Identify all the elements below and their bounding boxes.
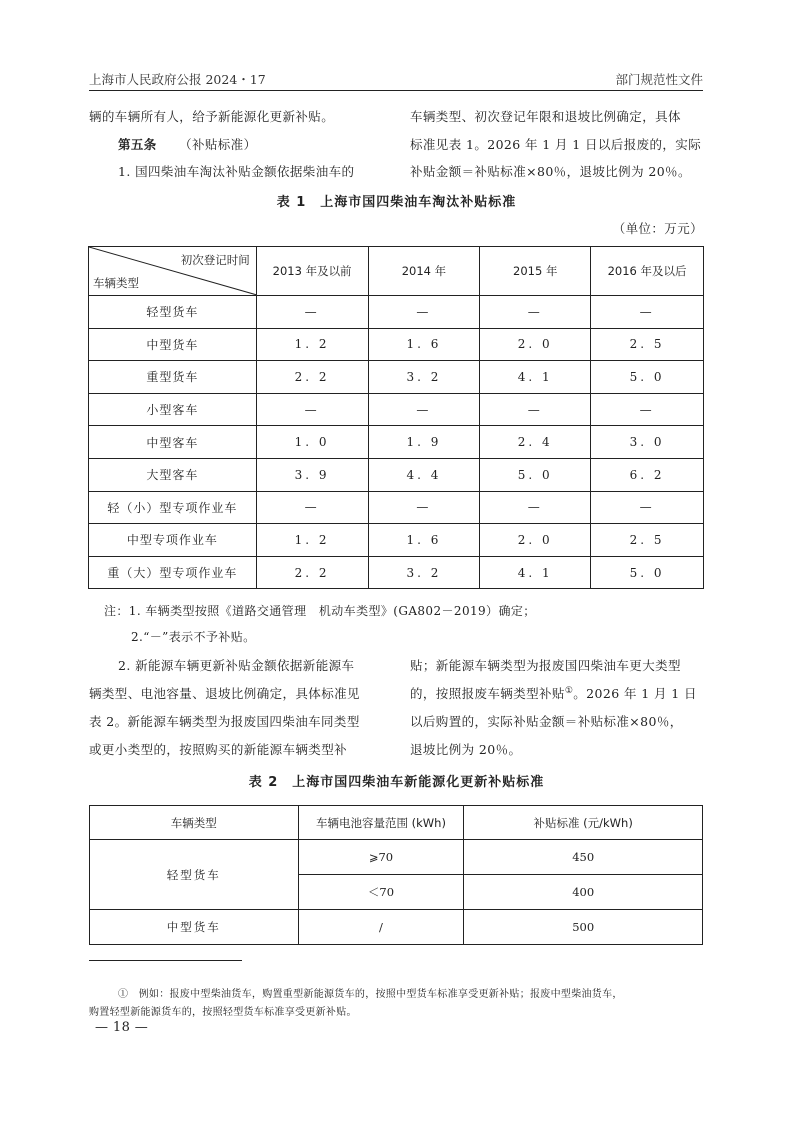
table1-column-header: 2016 年及以后 bbox=[591, 247, 704, 296]
table1-cell: 2. 0 bbox=[480, 328, 591, 361]
table2 bbox=[89, 805, 703, 945]
table1-row bbox=[89, 393, 704, 426]
table2-standard: 450 bbox=[464, 840, 703, 875]
publication-header: 上海市人民政府公报 2024・17 bbox=[89, 72, 266, 87]
body-left-line-2: 1. 国四柴油车淘汰补贴金额依据柴油车的 bbox=[118, 164, 355, 179]
table1-row bbox=[89, 361, 704, 394]
table1-cell: 1. 6 bbox=[368, 524, 480, 557]
table1-cell: — bbox=[256, 296, 368, 329]
para2-left-line-4: 或更小类型的，按照购买的新能源车辆类型补 bbox=[89, 742, 348, 757]
table1-vehicle-type: 大型客车 bbox=[89, 458, 257, 491]
table2-row bbox=[90, 910, 703, 945]
table1-cell: 2. 5 bbox=[591, 328, 704, 361]
table1-row bbox=[89, 426, 704, 459]
table1-cell: — bbox=[480, 491, 591, 524]
table1-vehicle-type: 中型货车 bbox=[89, 328, 257, 361]
table1-cell: — bbox=[591, 393, 704, 426]
article-title: 第五条 bbox=[118, 137, 157, 152]
table2-range: ⩾70 bbox=[298, 840, 464, 875]
table1-cell: — bbox=[368, 296, 480, 329]
table1-row bbox=[89, 296, 704, 329]
table2-header-row bbox=[90, 806, 703, 840]
table2-caption: 表 2 上海市国四柴油车新能源化更新补贴标准 bbox=[248, 775, 545, 790]
table2-vehicle-type: 轻型货车 bbox=[90, 840, 299, 910]
table1-vehicle-type: 中型专项作业车 bbox=[89, 524, 257, 557]
table1-cell: 5. 0 bbox=[480, 458, 591, 491]
table1-column-header: 2015 年 bbox=[480, 247, 591, 296]
table2-column-header: 车辆电池容量范围 (kWh) bbox=[298, 806, 464, 840]
table1-vehicle-type: 小型客车 bbox=[89, 393, 257, 426]
para2-right-text: 的，按照报废车辆类型补贴 bbox=[410, 686, 565, 701]
para2-left-line-1: 2. 新能源车辆更新补贴金额依据新能源车 bbox=[118, 658, 355, 673]
table1-row bbox=[89, 491, 704, 524]
table1-cell: 4. 1 bbox=[480, 556, 591, 589]
table1-cell: 3. 9 bbox=[256, 458, 368, 491]
header-rule bbox=[89, 90, 703, 91]
para2-right-date: 。2026 年 1 月 1 日 bbox=[573, 686, 697, 701]
body-right-line-2: 标准见表 1。2026 年 1 月 1 日以后报废的，实际 bbox=[410, 137, 702, 152]
table1-vehicle-type: 中型客车 bbox=[89, 426, 257, 459]
table1-cell: 1. 9 bbox=[368, 426, 480, 459]
footnote-rule bbox=[89, 960, 242, 961]
para2-right-line-3: 以后购置的，实际补贴金额＝补贴标准×80％， bbox=[410, 714, 683, 729]
table1-column-header: 2013 年及以前 bbox=[256, 247, 368, 296]
table1 bbox=[88, 246, 704, 589]
table1-cell: — bbox=[591, 296, 704, 329]
table2-column-header: 补贴标准 (元/kWh) bbox=[464, 806, 703, 840]
body-right-line-1: 车辆类型、初次登记年限和退坡比例确定，具体 bbox=[410, 109, 681, 124]
table1-vehicle-type: 轻型货车 bbox=[89, 296, 257, 329]
table1-cell: 2. 5 bbox=[591, 524, 704, 557]
table2-vehicle-type: 中型货车 bbox=[90, 910, 299, 945]
table1-header-row bbox=[89, 247, 704, 296]
table1-row bbox=[89, 524, 704, 557]
table2-standard: 400 bbox=[464, 875, 703, 910]
table1-cell: 2. 2 bbox=[256, 556, 368, 589]
table2-range: ＜70 bbox=[298, 875, 464, 910]
table1-row bbox=[89, 458, 704, 491]
table2-range: / bbox=[298, 910, 464, 945]
table1-cell: — bbox=[480, 296, 591, 329]
table1-cell: 5. 0 bbox=[591, 556, 704, 589]
para2-right-line-2 bbox=[410, 684, 697, 702]
table1-cell: 6. 2 bbox=[591, 458, 704, 491]
table1-cell: 4. 4 bbox=[368, 458, 480, 491]
page-number: — 18 — bbox=[95, 1020, 149, 1035]
table1-row bbox=[89, 556, 704, 589]
section-header: 部门规范性文件 bbox=[615, 72, 703, 87]
corner-bottom-label: 车辆类型 bbox=[93, 276, 139, 290]
para2-right-line-4: 退坡比例为 20％。 bbox=[410, 742, 522, 757]
table1-cell: 1. 0 bbox=[256, 426, 368, 459]
table1-cell: — bbox=[368, 393, 480, 426]
table1-cell: — bbox=[256, 393, 368, 426]
footnote-line-1: ① 例如：报废中型柴油货车，购置重型新能源货车的，按照中型货车标准享受更新补贴；报废中型柴油货车， bbox=[118, 989, 623, 1000]
table1-cell: 5. 0 bbox=[591, 361, 704, 394]
table1-column-header: 2014 年 bbox=[368, 247, 480, 296]
article-heading bbox=[118, 135, 256, 153]
footnote-line-2: 购置轻型新能源货车的，按照轻型货车标准享受更新补贴。 bbox=[89, 1007, 357, 1018]
para2-left-line-3: 表 2。新能源车辆类型为报废国四柴油车同类型 bbox=[89, 714, 360, 729]
table1-cell: 2. 2 bbox=[256, 361, 368, 394]
table1-cell: 3. 2 bbox=[368, 361, 480, 394]
table1-caption: 表 1 上海市国四柴油车淘汰补贴标准 bbox=[276, 195, 517, 210]
table1-cell: 4. 1 bbox=[480, 361, 591, 394]
para2-left-line-2: 辆类型、电池容量、退坡比例确定，具体标准见 bbox=[89, 686, 360, 701]
table1-cell: 1. 2 bbox=[256, 524, 368, 557]
body-left-line-1: 辆的车辆所有人，给予新能源化更新补贴。 bbox=[89, 109, 335, 124]
table1-cell: — bbox=[256, 491, 368, 524]
table2-standard: 500 bbox=[464, 910, 703, 945]
table1-cell: 3. 0 bbox=[591, 426, 704, 459]
table1-cell: 2. 4 bbox=[480, 426, 591, 459]
table1-vehicle-type: 轻（小）型专项作业车 bbox=[89, 491, 257, 524]
footnote-marker[interactable]: ① bbox=[564, 685, 574, 696]
table1-cell: — bbox=[368, 491, 480, 524]
article-subtitle: （补贴标准） bbox=[179, 137, 257, 152]
table1-vehicle-type: 重型货车 bbox=[89, 361, 257, 394]
para2-right-line-1: 贴；新能源车辆类型为报废国四柴油车更大类型 bbox=[410, 658, 681, 673]
table1-cell: — bbox=[480, 393, 591, 426]
body-right-line-3: 补贴金额＝补贴标准×80％，退坡比例为 20％。 bbox=[410, 164, 691, 179]
table1-cell: — bbox=[591, 491, 704, 524]
table1-cell: 1. 6 bbox=[368, 328, 480, 361]
table1-vehicle-type: 重（大）型专项作业车 bbox=[89, 556, 257, 589]
corner-top-label: 初次登记时间 bbox=[180, 253, 250, 267]
table1-corner-cell bbox=[89, 247, 257, 296]
table1-row bbox=[89, 328, 704, 361]
table2-row bbox=[90, 840, 703, 875]
table1-cell: 3. 2 bbox=[368, 556, 480, 589]
table2-column-header: 车辆类型 bbox=[90, 806, 299, 840]
table1-cell: 2. 0 bbox=[480, 524, 591, 557]
table1-cell: 1. 2 bbox=[256, 328, 368, 361]
table1-unit: （单位：万元） bbox=[612, 221, 703, 236]
note-2: 2.“－”表示不予补贴。 bbox=[131, 630, 256, 644]
note-1: 注：1. 车辆类型按照《道路交通管理 机动车类型》(GA802－2019）确定； bbox=[104, 604, 536, 618]
